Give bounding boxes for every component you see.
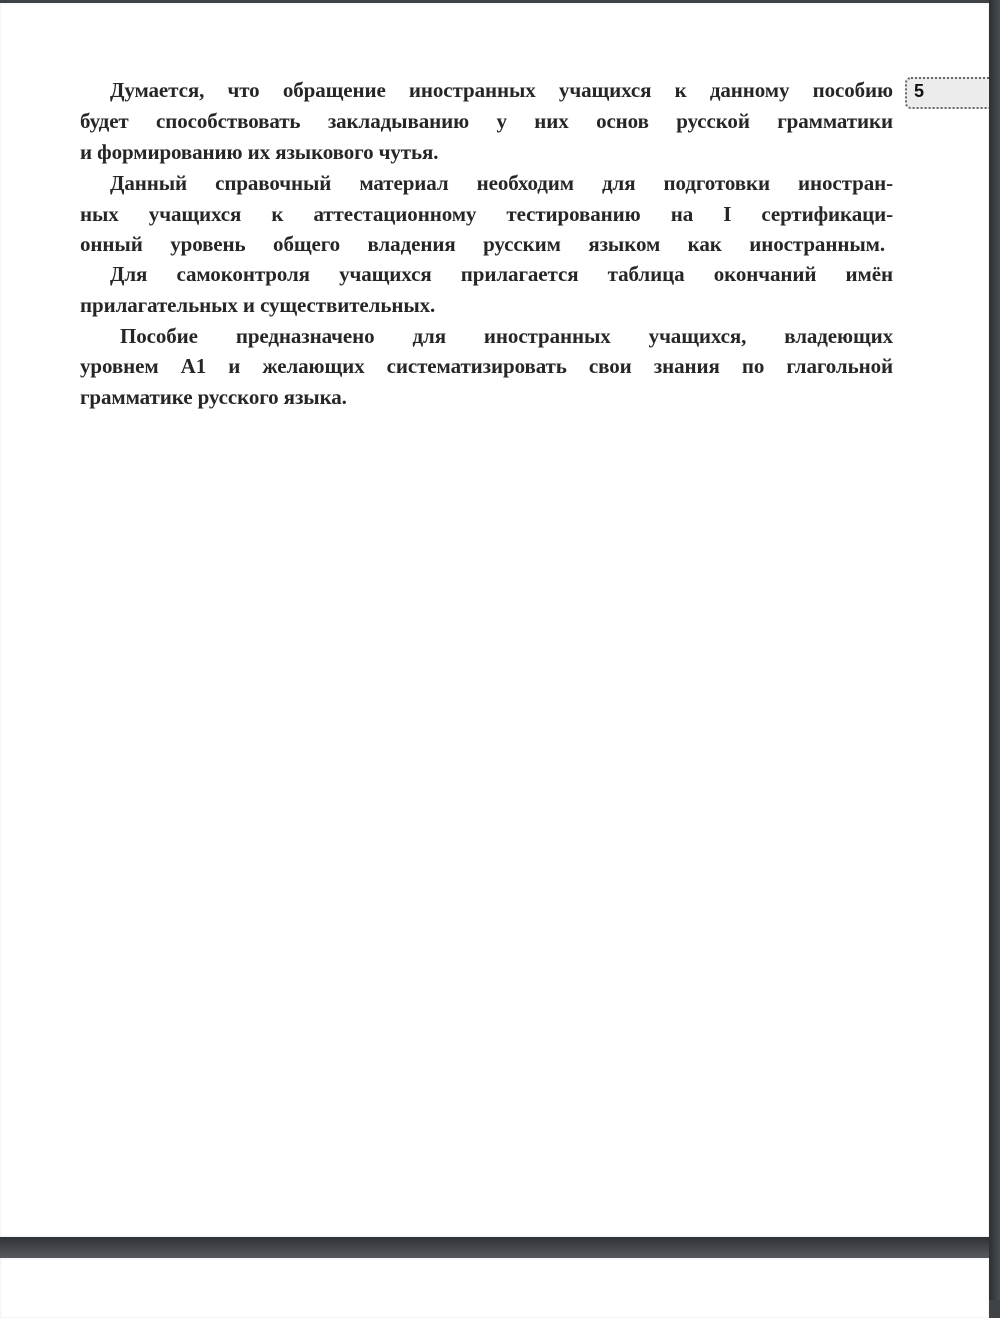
document-page [0,3,989,1237]
viewer-edge [989,0,1000,1300]
next-page [0,1258,989,1318]
text-line: онный уровень общего владения русским языком как иностранным. [80,232,885,256]
page-separator [0,1237,1000,1258]
text-line: Думается, что обращение иностранных учащихся к данному пособию [110,78,893,102]
text-line: уровнем А1 и желающих систематизировать свои знания по глагольной [80,354,893,378]
text-line: прилагательных и существительных. [80,293,436,317]
text-line: и формированию их языкового чутья. [80,140,439,164]
page-number: 5 [914,81,925,101]
text-line: ных учащихся к аттестационному тестированию на I сертификаци- [80,202,893,226]
text-line: Данный справочный материал необходим для подготовки иностран- [110,171,893,195]
text-line: Для самоконтроля учащихся прилагается таблица окончаний имён [110,262,893,286]
page-number-tab [905,77,1000,109]
text-line: Пособие предназначено для иностранных учащихся, владеющих [120,324,893,348]
text-line: будет способствовать закладыванию у них основ русской грамматики [80,109,893,133]
text-line: грамматике русского языка. [80,385,347,409]
